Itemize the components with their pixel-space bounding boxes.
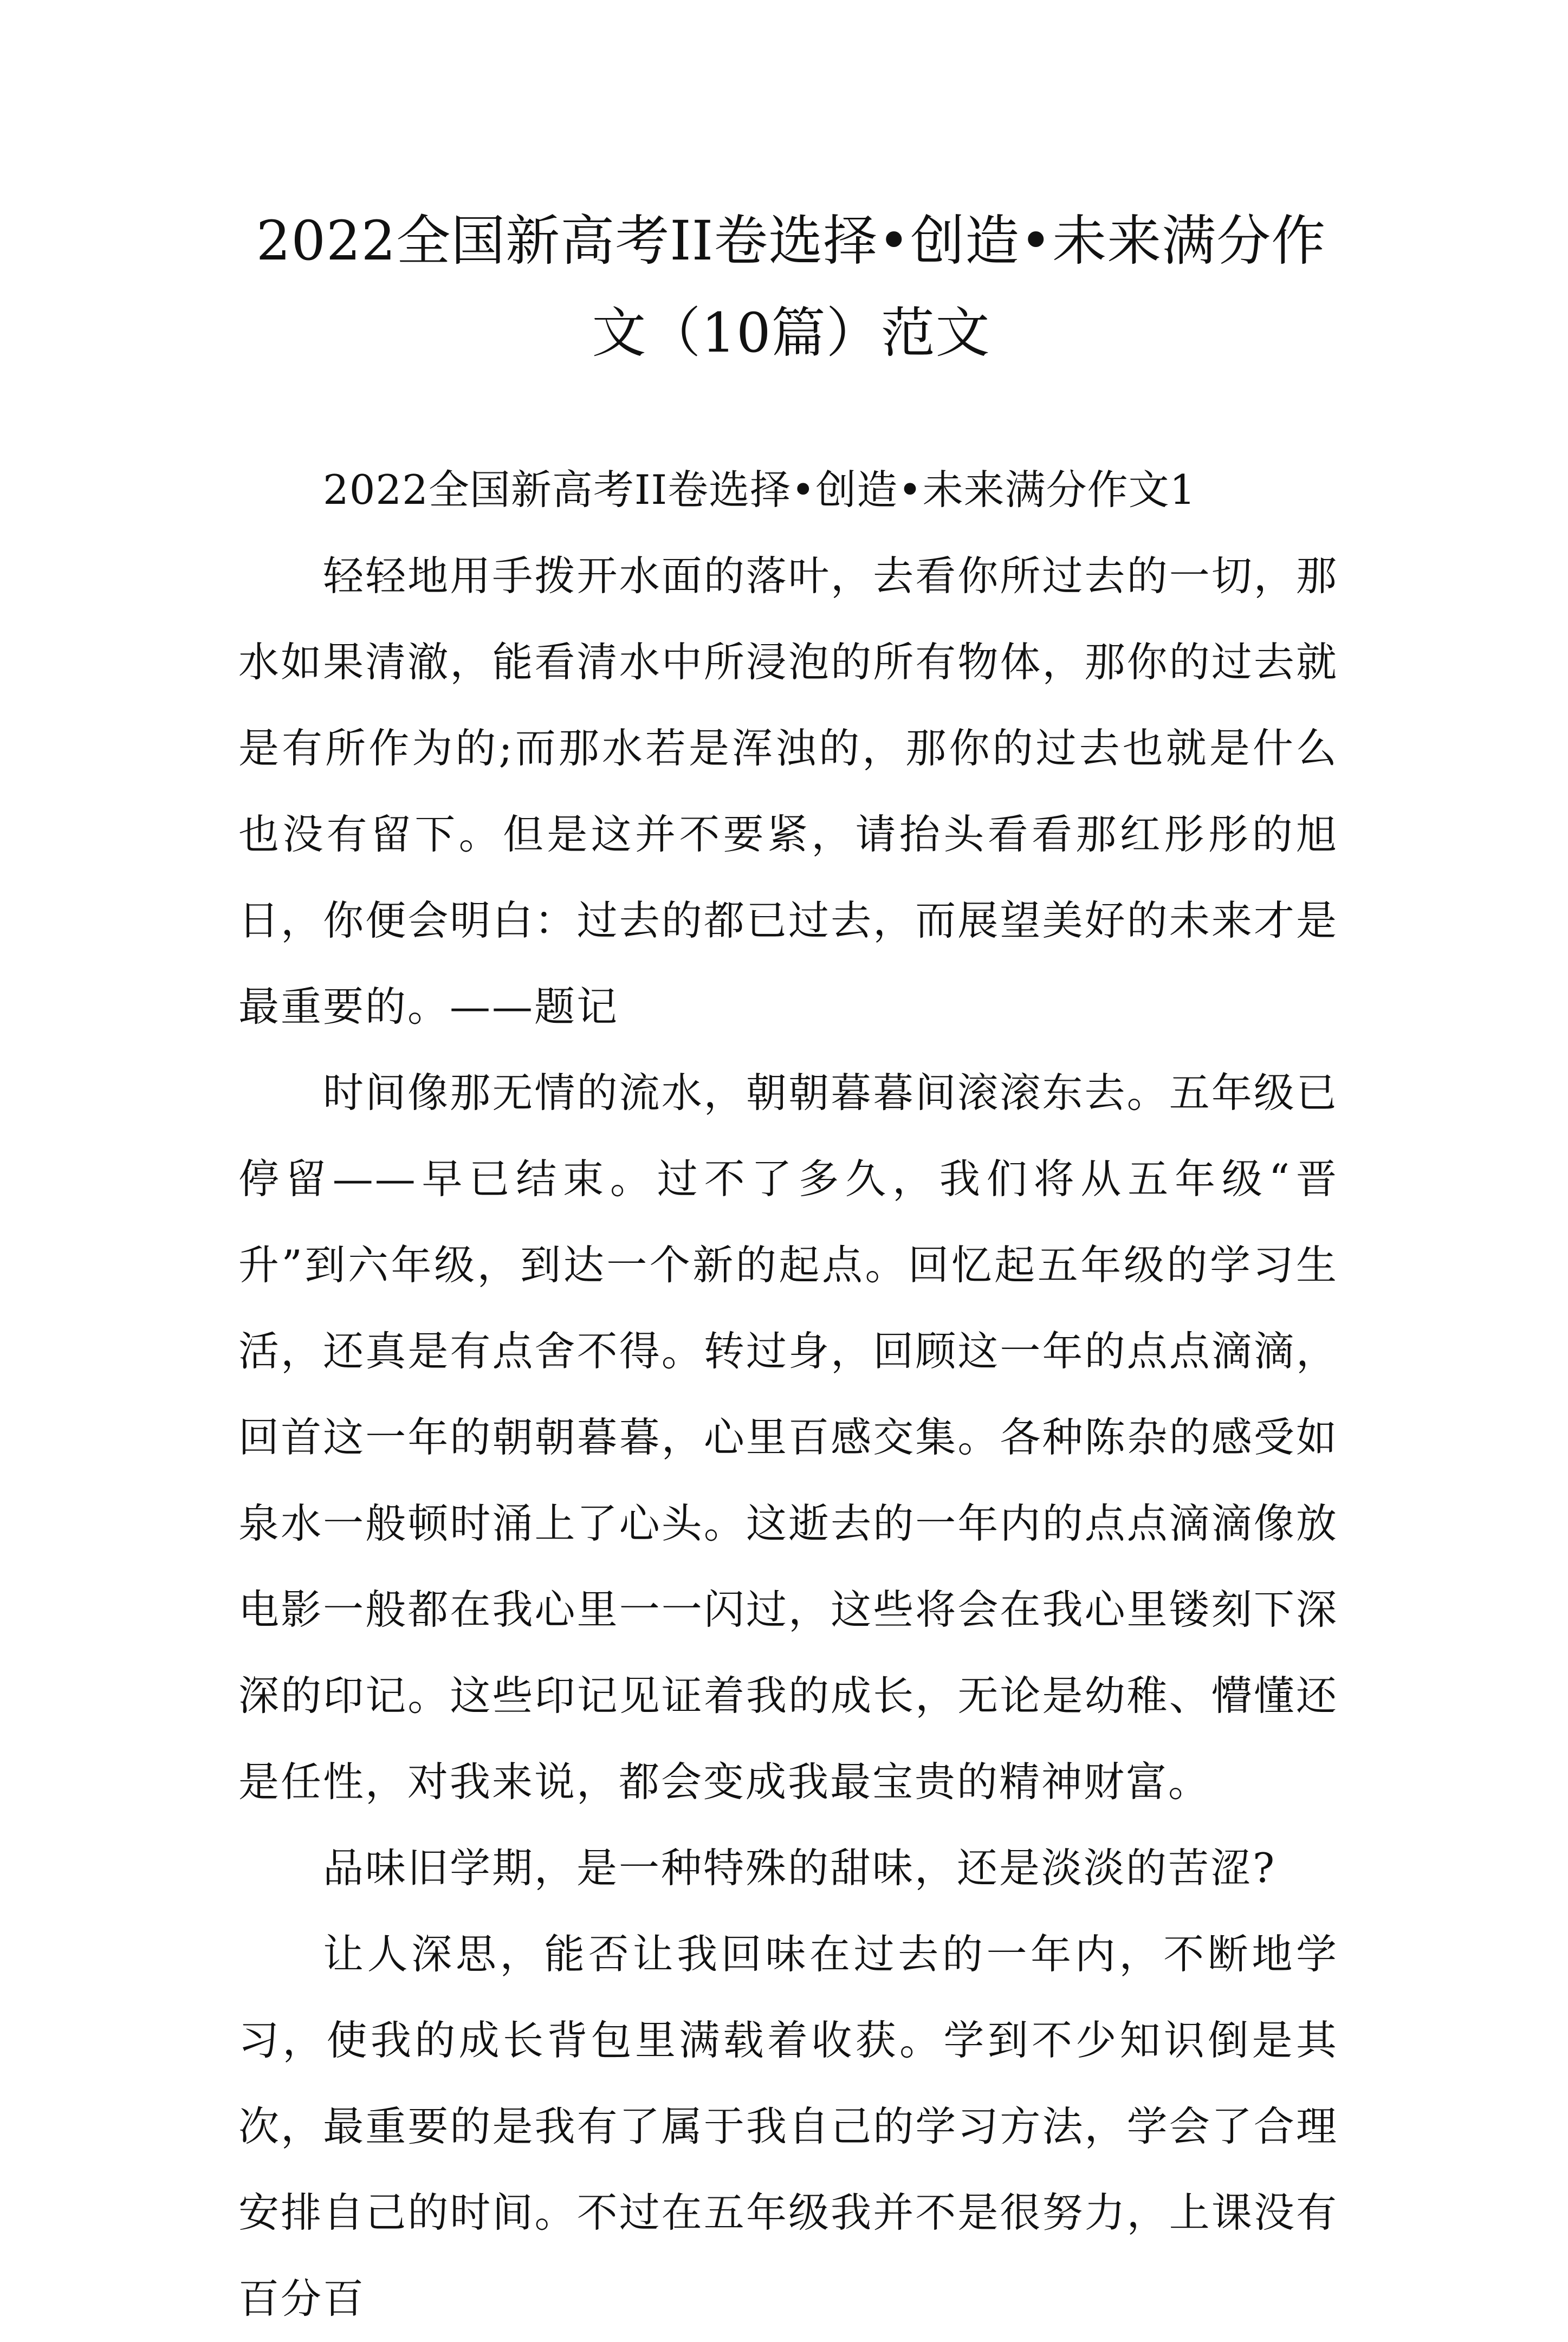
essay-heading: 2022全国新高考II卷选择•创造•未来满分作文1 — [323, 466, 1196, 514]
document-title: 2022全国新高考II卷选择•创造•未来满分作文（10篇）范文 — [256, 209, 1326, 365]
paragraph-reflection: 让人深思，能否让我回味在过去的一年内，不断地学习，使我的成长背包里满载着收获。学到不少知识倒是其次，最重要的是我有了属于我自己的学习方法，学会了合理安排自己的时间。不过在五年级我并不是很努力，上课没有百分百 — [238, 1930, 1338, 2322]
paragraph-question: 品味旧学期，是一种特殊的甜味，还是淡淡的苦涩? — [323, 1844, 1277, 1892]
paragraph-time: 时间像那无情的流水，朝朝暮暮间滚滚东去。五年级已停留——早已结束。过不了多久，我们将从五年级“晋升”到六年级，到达一个新的起点。回忆起五年级的学习生活，还真是有点舍不得。转过身，回顾这一年的点点滴滴，回首这一年的朝朝暮暮，心里百感交集。各种陈杂的感受如泉水一般顿时涌上了心头。这逝去的一年内的点点滴滴像放电影一般都在我心里一一闪过，这些将会在我心里镂刻下深深的印记。这些印记见证着我的成长，无论是幼稚、懵懂还是任性，对我来说，都会变成我最宝贵的精神财富。 — [238, 1069, 1338, 1806]
document-body — [238, 447, 1338, 2342]
paragraph-epigraph: 轻轻地用手拨开水面的落叶，去看你所过去的一切，那水如果清澈，能看清水中所浸泡的所有物体，那你的过去就是有所作为的;而那水若是浑浊的，那你的过去也就是什么也没有留下。但是这并不要紧，请抬头看看那红彤彤的旭日，你便会明白：过去的都已过去，而展望美好的未来才是最重要的。——题记 — [238, 552, 1338, 1030]
